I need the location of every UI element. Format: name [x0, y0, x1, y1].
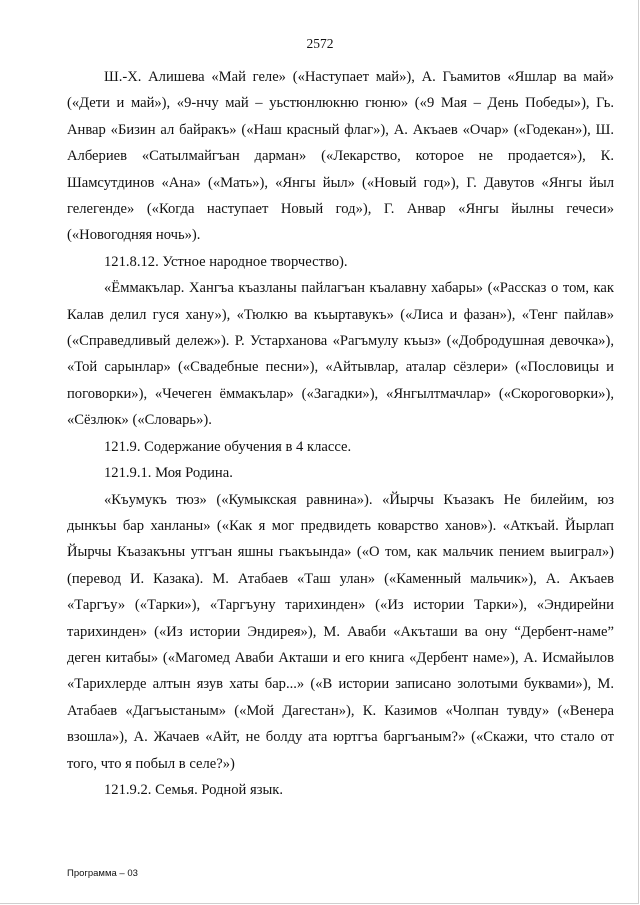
- paragraph-section-121-9: 121.9. Содержание обучения в 4 классе.: [104, 438, 352, 455]
- paragraph-section-121-8-12: 121.8.12. Устное народное творчество).: [104, 253, 348, 270]
- paragraph-authors-list: Ш.-Х. Алишева «Май геле» («Наступает май»), А. Гьамитов «Яшлар ва май» («Дети и май»), «9-нчу май – уьстюнлюкню гюню» («9 Мая – День Победы»), Гь. Анвар «Бизин ал байракъ» («Наш красный флаг»), А. Акъаев «Очар» («Годекан»), Ш. Албериев «Сатылмайгъан дарман» («Лекарство, которое не продается»), К. Шамсутдинов «Ана» («Мать»), «Янгы йыл» («Новый год»), Г. Давутов «Янгы йыл гелегенде» («Когда наступает Новый год»), Г. Анвар «Янгы йылны гечеси» («Новогодняя ночь»).: [67, 69, 614, 244]
- paragraph-section-121-9-2: 121.9.2. Семья. Родной язык.: [104, 781, 284, 798]
- document-body: [67, 64, 614, 803]
- paragraph-folklore-list: «Ёммакълар. Хангъа къазланы пайлагъан къалавну хабары» («Рассказ о том, как Калав делил гуся хану»), «Тюлкю ва къыртавукъ» («Лиса и фазан»), «Тенг пайлав» («Справедливый дележ»). Р. Устарханова «Рагъмулу къыз» («Добродушная девочка»), «Той сарынлар» («Свадебные песни»), «Айтывлар, аталар сёзлери» («Пословицы и поговорки»), «Чечеген ёммакълар» («Загадки»), «Янгылтмачлар» («Скороговорки»), «Сёзлюк» («Словарь»).: [67, 280, 614, 429]
- paragraph-section-121-9-1: 121.9.1. Моя Родина.: [104, 465, 233, 482]
- page-number: 2572: [306, 36, 334, 51]
- footer-program-label: Программа – 03: [67, 868, 138, 879]
- paragraph-homeland-list: «Къумукъ тюз» («Кумыкская равнина»). «Йырчы Къазакъ Не билейим, юз дынкъы бар ханланы» («Как я мог предвидеть коварство ханов»). «Аткъай. Йырлап Йырчы Къазакъны утгъан яшны гьакъында» («О том, как мальчик пением выиграл») (перевод И. Казака). М. Атабаев «Таш улан» («Каменный мальчик»), А. Акъаев «Таргъу» («Тарки»), «Таргъуну тарихинден» («Из истории Тарки»), «Эндирейни тарихинден» («Из истории Эндирея»), М. Аваби «Акъташи ва ону “Дербент-наме” деген китабы» («Магомед Аваби Акташи и его книга «Дербент наме»), А. Исмайылов «Тарихлерде алтын язув хаты бар...» («В истории записано золотыми буквами»), М. Атабаев «Дагъыстаным» («Мой Дагестан»), К. Казимов «Чолпан тувду» («Венера взошла»), А. Жачаев «Айт, не болду ата юртгъа баргъаным?» («Скажи, что стало от того, что я побыл в селе?»): [67, 491, 614, 772]
